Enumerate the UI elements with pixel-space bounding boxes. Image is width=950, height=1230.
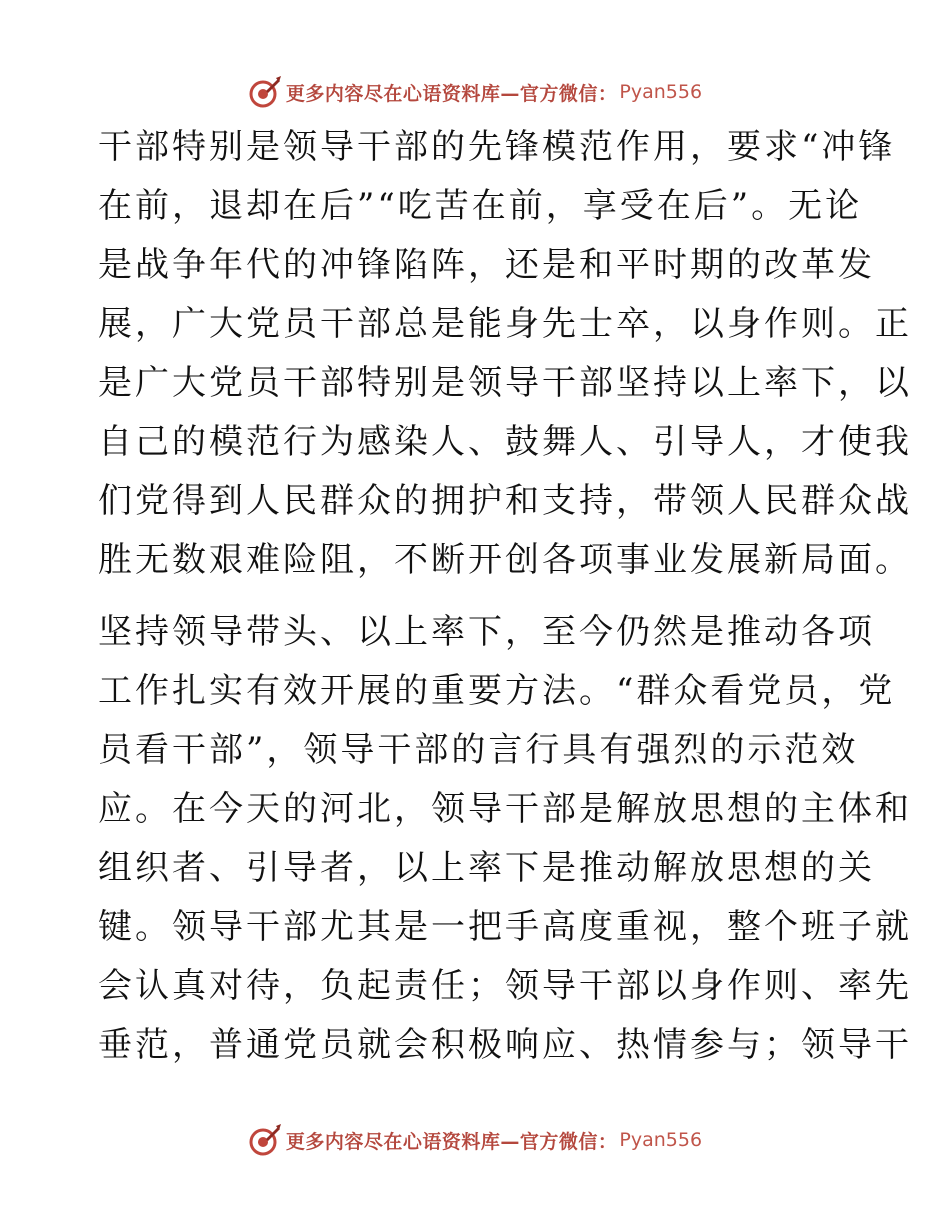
text-line: 们党得到人民群众的拥护和支持，带领人民群众战 bbox=[98, 481, 912, 521]
text-line: 员看干部”，领导干部的言行具有强烈的示范效 bbox=[98, 730, 859, 770]
text-line: 工作扎实有效开展的重要方法。“群众看党员，党 bbox=[98, 671, 896, 711]
pen-logo-icon bbox=[248, 75, 282, 109]
text-line: 自己的模范行为感染人、鼓舞人、引导人，才使我 bbox=[98, 422, 912, 462]
text-line: 组织者、引导者，以上率下是推动解放思想的关 bbox=[98, 848, 875, 888]
text-line: 键。领导干部尤其是一把手高度重视，整个班子就 bbox=[98, 907, 912, 947]
text-line: 垂范，普通党员就会积极响应、热情参与；领导干 bbox=[98, 1025, 912, 1065]
header-watermark bbox=[0, 72, 950, 112]
text-line: 应。在今天的河北，领导干部是解放思想的主体和 bbox=[98, 789, 912, 829]
paragraph-1 bbox=[98, 118, 912, 590]
document-body bbox=[98, 118, 912, 1075]
text-line: 坚持领导带头、以上率下，至今仍然是推动各项 bbox=[98, 612, 875, 652]
header-watermark-text: 更多内容尽在心语资料库—官方微信： bbox=[285, 82, 618, 105]
header-wechat-handle: Pyan556 bbox=[619, 81, 703, 103]
text-line: 是战争年代的冲锋陷阵，还是和平时期的改革发 bbox=[98, 245, 875, 285]
text-line: 干部特别是领导干部的先锋模范作用，要求“冲锋 bbox=[98, 127, 896, 167]
footer-watermark bbox=[0, 1120, 950, 1160]
pen-logo-icon bbox=[248, 1123, 282, 1157]
footer-wechat-handle: Pyan556 bbox=[619, 1129, 703, 1151]
text-line: 胜无数艰难险阻，不断开创各项事业发展新局面。 bbox=[98, 540, 912, 580]
text-line: 会认真对待，负起责任；领导干部以身作则、率先 bbox=[98, 966, 912, 1006]
text-line: 在前，退却在后”“吃苦在前，享受在后”。无论 bbox=[98, 186, 863, 226]
paragraph-2 bbox=[98, 603, 912, 1075]
footer-watermark-text: 更多内容尽在心语资料库—官方微信： bbox=[285, 1130, 618, 1153]
text-line: 是广大党员干部特别是领导干部坚持以上率下，以 bbox=[98, 363, 912, 403]
text-line: 展，广大党员干部总是能身先士卒，以身作则。正 bbox=[98, 304, 912, 344]
